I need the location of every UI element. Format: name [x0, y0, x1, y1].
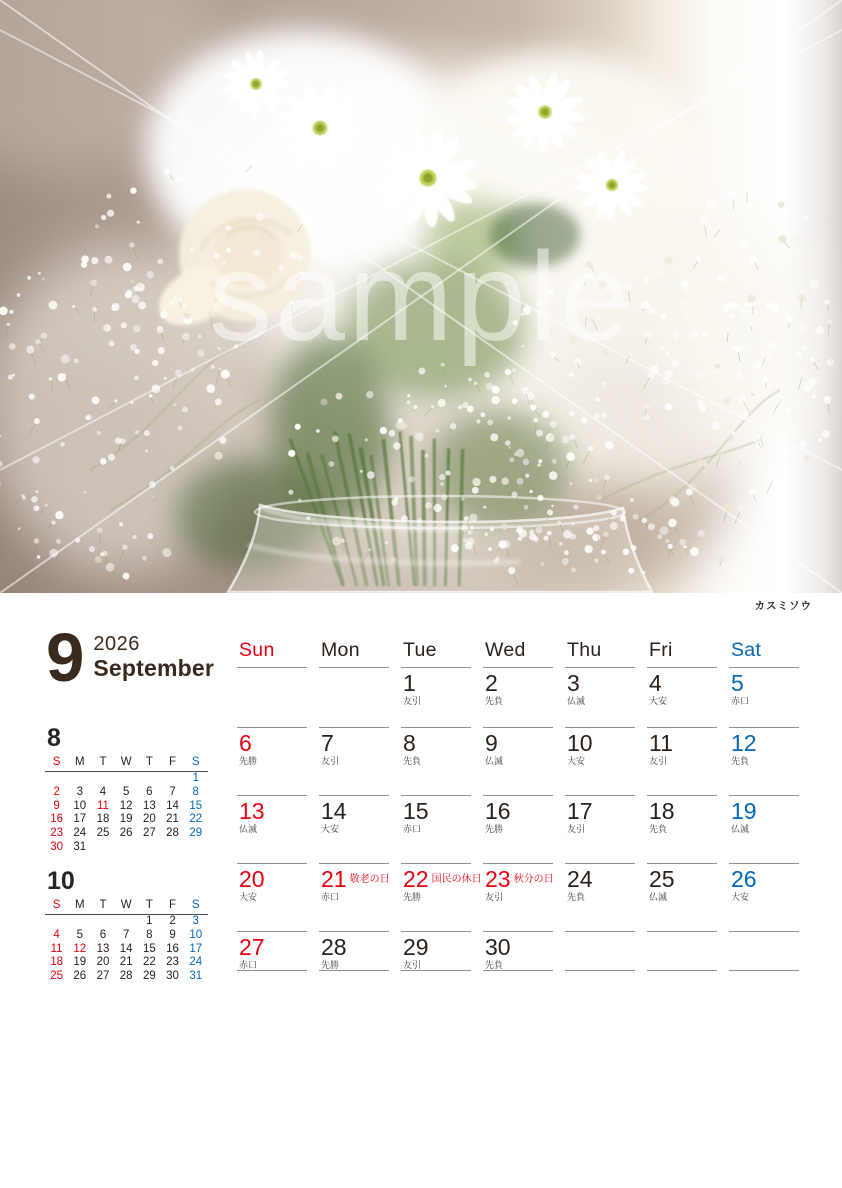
mini-date-empty — [45, 772, 68, 786]
rokuyo-label: 赤口 — [403, 824, 422, 834]
date-cell-21 — [319, 864, 389, 932]
date-wrap — [485, 671, 553, 695]
date-cell-30 — [483, 932, 553, 971]
date-cell-empty — [729, 932, 799, 971]
mini-week-row — [45, 915, 208, 929]
mini-weekday: S — [191, 756, 200, 768]
date-number: 23 — [485, 866, 511, 892]
mini-weekday: M — [74, 899, 85, 911]
rokuyo-label: 友引 — [485, 892, 504, 902]
mini-date-empty — [184, 841, 207, 855]
mini-date-7: 7 — [169, 785, 176, 798]
date-number: 11 — [649, 730, 673, 756]
date-wrap — [649, 731, 717, 755]
date-wrap — [239, 867, 307, 891]
rokuyo-label: 先負 — [731, 756, 750, 766]
rokuyo-label: 大安 — [731, 892, 750, 902]
mini-date-31: 31 — [73, 840, 87, 853]
rokuyo-label: 仏滅 — [567, 696, 586, 706]
date-number: 19 — [731, 798, 757, 824]
mini-week-row — [45, 827, 208, 841]
date-number: 7 — [321, 730, 334, 756]
date-cell-18 — [647, 796, 717, 864]
date-cell-27 — [237, 932, 307, 971]
weekday-header-fri: Fri — [647, 639, 717, 668]
mini-date-27: 27 — [142, 827, 156, 840]
date-wrap — [649, 671, 717, 695]
date-wrap — [321, 867, 389, 891]
date-cell-17 — [565, 796, 635, 864]
mini-date-9: 9 — [169, 928, 176, 941]
weekday-header-sat: Sat — [729, 639, 799, 668]
date-wrap — [239, 799, 307, 823]
mini-weekday: T — [145, 756, 153, 768]
date-cell-empty — [237, 668, 307, 728]
flower-name-caption: カスミソウ — [754, 600, 812, 612]
rokuyo-label: 先負 — [649, 824, 668, 834]
mini-date-27: 27 — [96, 970, 110, 983]
date-cell-1 — [401, 668, 471, 728]
date-wrap — [321, 731, 389, 755]
date-cell-9 — [483, 728, 553, 796]
mini-weekday: F — [169, 899, 177, 911]
mini-date-11: 11 — [50, 942, 63, 955]
mini-date-12: 12 — [119, 799, 133, 812]
date-wrap — [485, 799, 553, 823]
rokuyo-label: 友引 — [649, 756, 668, 766]
rokuyo-label: 先勝 — [403, 892, 422, 902]
mini-date-empty — [161, 841, 184, 855]
weekday-header-sun: Sun — [237, 639, 307, 668]
date-number: 26 — [731, 866, 757, 892]
mini-date-25: 25 — [96, 827, 110, 840]
date-wrap — [321, 799, 389, 823]
date-wrap — [649, 867, 717, 891]
date-cell-24 — [565, 864, 635, 932]
mini-date-16: 16 — [166, 942, 179, 955]
date-cell-25 — [647, 864, 717, 932]
rokuyo-label: 友引 — [321, 756, 340, 766]
mini-date-empty — [68, 772, 91, 786]
mini-date-3: 3 — [192, 915, 199, 927]
mini-date-19: 19 — [73, 956, 87, 969]
rokuyo-label: 先勝 — [321, 960, 340, 970]
date-wrap — [321, 935, 389, 959]
date-number: 8 — [403, 730, 416, 756]
rokuyo-label: 大安 — [239, 892, 258, 902]
mini-date-9: 9 — [53, 799, 60, 812]
rokuyo-label: 先勝 — [239, 756, 258, 766]
mini-weekday: T — [99, 756, 107, 768]
mini-date-1: 1 — [192, 772, 199, 784]
weekday-header-tue: Tue — [401, 639, 471, 668]
date-cell-7 — [319, 728, 389, 796]
date-cell-15 — [401, 796, 471, 864]
date-number: 25 — [649, 866, 675, 892]
mini-date-17: 17 — [189, 942, 203, 955]
mini-date-21: 21 — [166, 813, 179, 826]
date-number: 6 — [239, 730, 252, 756]
date-number: 24 — [567, 866, 593, 892]
mini-date-6: 6 — [99, 928, 107, 941]
mini-date-empty — [68, 915, 91, 929]
date-number: 21 — [321, 866, 347, 892]
mini-date-20: 20 — [96, 956, 110, 969]
date-cell-29 — [401, 932, 471, 971]
mini-date-3: 3 — [76, 785, 83, 798]
date-cell-28 — [319, 932, 389, 971]
mini-weekday: S — [52, 899, 61, 911]
mini-date-22: 22 — [142, 956, 156, 969]
flower-photo — [0, 0, 842, 593]
mini-date-6: 6 — [146, 785, 153, 798]
mini-date-2: 2 — [53, 785, 60, 798]
mini-date-26: 26 — [73, 970, 87, 983]
mini-date-23: 23 — [50, 827, 63, 840]
mini-calendar-october — [45, 869, 208, 984]
date-cell-16 — [483, 796, 553, 864]
mini-weekday: M — [74, 756, 85, 768]
date-wrap — [485, 867, 553, 891]
mini-date-15: 15 — [142, 942, 156, 955]
mini-date-25: 25 — [50, 970, 63, 983]
mini-date-19: 19 — [119, 813, 133, 826]
date-cell-3 — [565, 668, 635, 728]
mini-date-17: 17 — [73, 813, 87, 826]
date-cell-14 — [319, 796, 389, 864]
date-wrap — [403, 671, 471, 695]
mini-date-14: 14 — [166, 799, 179, 812]
date-number: 18 — [649, 798, 675, 824]
date-wrap — [731, 671, 799, 695]
mini-week-row — [45, 813, 208, 827]
mini-date-29: 29 — [189, 827, 203, 840]
mini-date-empty — [91, 841, 114, 855]
month-title-block — [46, 619, 215, 696]
mini-date-4: 4 — [53, 928, 60, 941]
rokuyo-label: 先勝 — [485, 824, 504, 834]
mini-date-29: 29 — [142, 970, 156, 983]
mini-date-16: 16 — [50, 813, 63, 826]
date-cell-12 — [729, 728, 799, 796]
date-wrap — [731, 731, 799, 755]
date-cell-19 — [729, 796, 799, 864]
month-name-label: September — [93, 655, 215, 681]
date-number: 1 — [403, 670, 416, 696]
month-number: 9 — [46, 619, 83, 696]
date-wrap — [731, 867, 799, 891]
mini-weekday-row — [45, 755, 208, 772]
mini-date-18: 18 — [96, 813, 110, 826]
mini-weekday: W — [120, 756, 132, 768]
mini-date-5: 5 — [76, 928, 83, 941]
mini-date-30: 30 — [50, 840, 63, 853]
date-cell-10 — [565, 728, 635, 796]
rokuyo-label: 仏滅 — [239, 824, 258, 834]
rokuyo-label: 大安 — [567, 756, 586, 766]
mini-date-2: 2 — [169, 915, 176, 927]
year-label: 2026 — [93, 633, 140, 655]
date-number: 27 — [239, 934, 265, 960]
mini-date-empty — [115, 772, 138, 786]
rokuyo-label: 仏滅 — [485, 756, 504, 766]
mini-weekday-row — [45, 898, 208, 915]
mini-date-15: 15 — [189, 799, 203, 812]
date-wrap — [403, 799, 471, 823]
rokuyo-label: 友引 — [403, 960, 422, 970]
date-cell-22 — [401, 864, 482, 932]
mini-date-empty — [45, 915, 68, 929]
mini-date-empty — [138, 772, 161, 786]
mini-date-4: 4 — [99, 785, 107, 798]
date-cell-4 — [647, 668, 717, 728]
rokuyo-label: 仏滅 — [649, 892, 668, 902]
mini-date-22: 22 — [189, 813, 203, 826]
date-cell-6 — [237, 728, 307, 796]
mini-date-10: 10 — [73, 799, 87, 812]
date-number: 28 — [321, 934, 347, 960]
rokuyo-label: 赤口 — [731, 696, 750, 706]
mini-date-8: 8 — [192, 785, 199, 798]
mini-month-number: 8 — [47, 724, 61, 752]
date-cell-11 — [647, 728, 717, 796]
flower-photo-art — [0, 0, 842, 593]
date-number: 2 — [485, 670, 498, 696]
date-cell-13 — [237, 796, 307, 864]
mini-date-10: 10 — [189, 928, 203, 941]
mini-date-empty — [161, 772, 184, 786]
date-number: 12 — [731, 730, 757, 756]
mini-date-empty — [138, 841, 161, 855]
holiday-label: 敬老の日 — [349, 874, 390, 885]
date-number: 13 — [239, 798, 265, 824]
sample-watermark-text: sample — [208, 226, 634, 367]
mini-date-13: 13 — [96, 942, 110, 955]
date-wrap — [485, 935, 553, 959]
mini-date-23: 23 — [166, 956, 179, 969]
weekday-header-thu: Thu — [565, 639, 635, 668]
date-wrap — [567, 867, 635, 891]
date-number: 22 — [403, 866, 429, 892]
rokuyo-label: 仏滅 — [731, 824, 750, 834]
mini-week-row — [45, 772, 208, 786]
mini-week-row — [45, 970, 208, 984]
mini-date-18: 18 — [50, 956, 63, 969]
date-number: 15 — [403, 798, 429, 824]
mini-date-21: 21 — [119, 956, 133, 969]
mini-calendar-august — [45, 726, 208, 855]
mini-weekday: S — [191, 899, 200, 911]
date-cell-5 — [729, 668, 799, 728]
holiday-label: 国民の休日 — [431, 874, 482, 885]
date-number: 29 — [403, 934, 429, 960]
mini-date-20: 20 — [142, 813, 156, 826]
mini-weekday: F — [169, 756, 177, 768]
mini-date-1: 1 — [146, 915, 153, 927]
date-cell-8 — [401, 728, 471, 796]
date-wrap — [239, 935, 307, 959]
date-wrap — [567, 731, 635, 755]
rokuyo-label: 赤口 — [321, 892, 340, 902]
mini-weekday: W — [120, 899, 132, 911]
date-number: 9 — [485, 730, 498, 756]
rokuyo-label: 先負 — [485, 696, 504, 706]
date-number: 5 — [731, 670, 744, 696]
date-number: 16 — [485, 798, 511, 824]
mini-weekday: T — [145, 899, 153, 911]
mini-week-row — [45, 929, 208, 943]
mini-date-31: 31 — [189, 970, 203, 983]
date-wrap — [485, 731, 553, 755]
mini-week-row — [45, 786, 208, 800]
rokuyo-label: 先負 — [403, 756, 422, 766]
mini-date-empty — [91, 772, 114, 786]
rokuyo-label: 大安 — [321, 824, 340, 834]
mini-date-12: 12 — [73, 942, 87, 955]
mini-date-7: 7 — [122, 928, 130, 941]
date-cell-empty — [647, 932, 717, 971]
date-wrap — [403, 731, 471, 755]
mini-date-11: 11 — [96, 799, 109, 812]
mini-date-8: 8 — [146, 928, 153, 941]
date-wrap — [239, 731, 307, 755]
date-number: 14 — [321, 798, 347, 824]
rokuyo-label: 友引 — [567, 824, 586, 834]
mini-week-row — [45, 943, 208, 957]
mini-date-28: 28 — [119, 970, 133, 983]
mini-week-row — [45, 841, 208, 855]
weekday-header-mon: Mon — [319, 639, 389, 668]
mini-month-number: 10 — [47, 867, 75, 895]
date-cell-2 — [483, 668, 553, 728]
main-calendar-grid — [237, 639, 811, 971]
date-wrap — [567, 799, 635, 823]
date-cell-empty — [319, 668, 389, 728]
mini-date-30: 30 — [166, 970, 179, 983]
date-wrap — [403, 866, 482, 892]
mini-date-24: 24 — [189, 956, 203, 969]
rokuyo-label: 友引 — [403, 696, 422, 706]
weekday-header-wed: Wed — [483, 639, 553, 668]
date-number: 4 — [649, 670, 662, 696]
date-cell-23 — [483, 864, 553, 932]
rokuyo-label: 赤口 — [239, 960, 258, 970]
date-number: 30 — [485, 934, 511, 960]
date-number: 3 — [567, 670, 580, 696]
mini-date-empty — [115, 841, 138, 855]
mini-week-row — [45, 800, 208, 814]
rokuyo-label: 先負 — [485, 960, 504, 970]
calendar-section — [0, 593, 842, 1188]
date-cell-empty — [565, 932, 635, 971]
date-cell-20 — [237, 864, 307, 932]
date-cell-26 — [729, 864, 799, 932]
mini-weekday: S — [52, 756, 61, 768]
date-number: 10 — [567, 730, 593, 756]
rokuyo-label: 先負 — [567, 892, 586, 902]
date-number: 20 — [239, 866, 265, 892]
date-wrap — [567, 671, 635, 695]
date-wrap — [403, 935, 471, 959]
holiday-label: 秋分の日 — [513, 874, 554, 885]
mini-date-13: 13 — [142, 799, 156, 812]
date-wrap — [649, 799, 717, 823]
mini-week-row — [45, 956, 208, 970]
mini-date-empty — [115, 915, 138, 929]
rokuyo-label: 大安 — [649, 696, 668, 706]
date-number: 17 — [567, 798, 593, 824]
mini-date-28: 28 — [166, 827, 179, 840]
mini-date-empty — [91, 915, 114, 929]
date-wrap — [731, 799, 799, 823]
mini-date-26: 26 — [119, 827, 133, 840]
mini-date-5: 5 — [122, 785, 130, 798]
mini-weekday: T — [99, 899, 107, 911]
mini-date-14: 14 — [119, 942, 133, 955]
mini-date-24: 24 — [73, 827, 87, 840]
